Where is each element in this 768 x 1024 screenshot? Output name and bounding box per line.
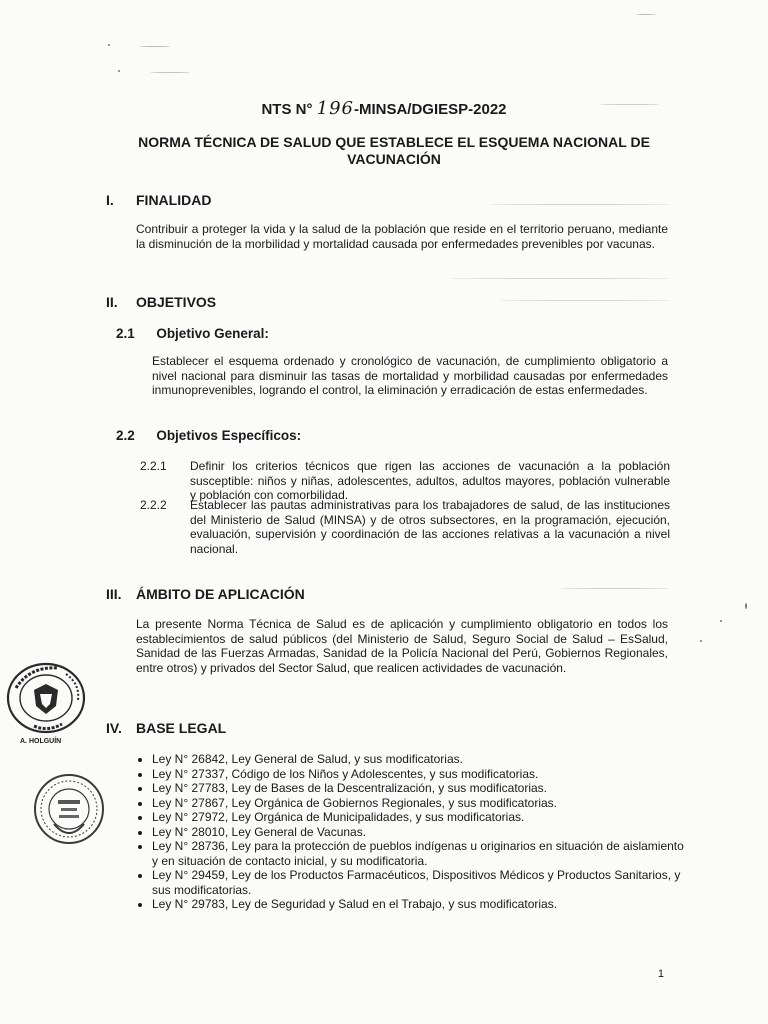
list-item: • Ley N° 29459, Ley de los Productos Farmacéuticos, Dispositivos Médicos y Productos Sanitarios, y sus modificatorias. [152,868,690,897]
list-item: • Ley N° 27867, Ley Orgánica de Gobiernos Regionales, y sus modificatorias. [152,796,690,811]
document-code [0,98,768,119]
section-title: BASE LEGAL [136,720,227,736]
section-title: ÁMBITO DE APLICACIÓN [136,586,305,602]
base-legal-list [132,752,690,912]
item-number: 2.2.1 [140,459,167,473]
list-item: • Ley N° 27337, Código de los Niños y Adolescentes, y sus modificatorias. [152,767,690,782]
section-title: OBJETIVOS [136,294,217,310]
handwritten-number: 196 [316,98,354,119]
item-text: Definir los criterios técnicos que rigen las acciones de vacunación a la población susceptible: niños y niñas, adolescentes, adultos, adultos mayores, población vulnerable y población con comorbilidad. [190,459,670,502]
section-number: I. [106,192,114,208]
seal-ministerio-icon [4,660,88,736]
seal-office-icon [32,772,106,846]
list-item: • Ley N° 29783, Ley de Seguridad y Salud en el Trabajo, y sus modificatorias. [152,897,690,912]
section-finalidad-text: Contribuir a proteger la vida y la salud de la población que reside en el territorio peruano, mediante la disminución de la morbilidad y mortalidad causada por enfermedades prevenibles por vacunas. [136,222,668,251]
objetivo-general-heading [116,326,269,341]
objetivo-general-text: Establecer el esquema ordenado y cronológico de vacunación, de cumplimiento obligatorio a nivel nacional para disminuir las tasas de mortalidad y morbilidad causadas por enfermedades inmunoprevenibles, logrando el control, la eliminación y erradicación de estas enfermedades. [152,354,668,397]
section-number: IV. [106,720,122,736]
section-title: FINALIDAD [136,192,212,208]
seal-signature-text: A. HOLGUÍN [20,738,62,745]
section-objetivos-heading [106,294,666,312]
section-ambito-text: La presente Norma Técnica de Salud es de aplicación y cumplimiento obligatorio en todos los establecimientos de salud públicos (del Ministerio de Salud, Seguro Social de Salud – EsSalud, Sanidad de las Fuerzas Armadas, Sanidad de la Policía Nacional del Perú, Gobiernos Regionales, entre otros) y privados del Sector Salud, que realicen actividades de vacunación. [136,617,668,675]
list-item: • Ley N° 27972, Ley Orgánica de Municipalidades, y sus modificatorias. [152,810,690,825]
code-suffix: -MINSA/DGIESP-2022 [353,101,507,118]
subsection-number: 2.2 [116,428,135,443]
item-text: Establecer las pautas administrativas para los trabajadores de salud, de las instituciones del Ministerio de Salud (MINSA) y de otros subsectores, en la programación, ejecución, evaluación, supervisión y coordinación de las acciones relativas a la vacunación a nivel nacional. [190,498,670,556]
item-number: 2.2.2 [140,498,167,512]
page-number: 1 [657,968,664,980]
objetivos-especificos-heading [116,428,301,443]
list-item: • Ley N° 28010, Ley General de Vacunas. [152,825,690,840]
subsection-title: Objetivo General: [156,326,269,341]
list-item: • Ley N° 27783, Ley de Bases de la Descentralización, y sus modificatorias. [152,781,690,796]
list-item: • Ley N° 28736, Ley para la protección de pueblos indígenas u originarios en situación de aislamiento y en situación de contacto inicial, y su modificatoria. [152,839,690,868]
list-item [140,498,670,558]
document-title: NORMA TÉCNICA DE SALUD QUE ESTABLECE EL ESQUEMA NACIONAL DE VACUNACIÓN [138,134,650,167]
section-base-legal-heading [106,720,666,738]
list-item: • Ley N° 26842, Ley General de Salud, y sus modificatorias. [152,752,690,767]
section-finalidad-heading [106,192,666,210]
list-item [140,459,670,503]
section-number: III. [106,586,122,602]
section-number: II. [106,294,118,310]
subsection-title: Objetivos Específicos: [156,428,302,443]
subsection-number: 2.1 [116,326,135,341]
section-ambito-heading [106,586,666,604]
code-prefix: NTS N° [261,101,317,118]
